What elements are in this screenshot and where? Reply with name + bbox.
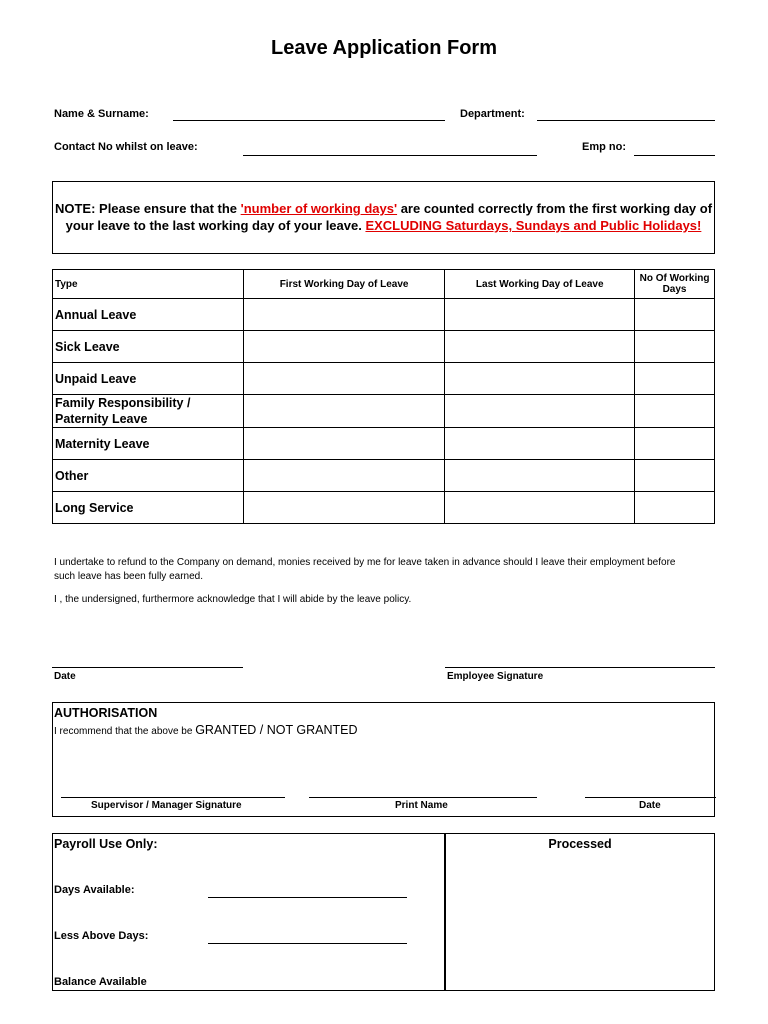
header-working-days: No Of Working Days xyxy=(635,270,715,299)
first-day-cell[interactable] xyxy=(243,299,445,331)
note-prefix: NOTE: Please ensure that the xyxy=(54,201,241,216)
note-highlight: 'number of working days' xyxy=(240,201,398,216)
first-day-cell[interactable] xyxy=(243,492,445,524)
print-name-line[interactable] xyxy=(309,797,537,798)
policy-text: I , the undersigned, furthermore acknowledge that I will abide by the leave policy. xyxy=(54,594,412,605)
leave-type: Sick Leave xyxy=(53,331,244,363)
date-line[interactable] xyxy=(52,667,243,668)
name-label: Name & Surname: xyxy=(54,108,149,120)
table-row xyxy=(53,460,715,492)
contact-field[interactable] xyxy=(243,155,537,156)
table-header-row xyxy=(53,270,715,299)
undertaking-text: I undertake to refund to the Company on demand, monies received by me for leave taken in advance should I leave their employment before such leave has been fully earned. xyxy=(54,557,676,582)
auth-date-label: Date xyxy=(639,800,661,811)
last-day-cell[interactable] xyxy=(445,428,635,460)
days-available-label: Days Available: xyxy=(54,884,135,896)
header-type: Type xyxy=(53,270,244,299)
leave-type: Unpaid Leave xyxy=(53,363,244,395)
emp-no-field[interactable] xyxy=(634,155,715,156)
balance-available-label: Balance Available xyxy=(54,976,147,988)
payroll-divider xyxy=(444,834,446,990)
emp-no-label: Emp no: xyxy=(582,141,626,153)
first-day-cell[interactable] xyxy=(243,363,445,395)
last-day-cell[interactable] xyxy=(445,460,635,492)
leave-table xyxy=(52,269,715,524)
first-day-cell[interactable] xyxy=(243,395,445,428)
working-days-cell[interactable] xyxy=(635,299,715,331)
leave-type: Family Responsibility / Paternity Leave xyxy=(53,395,244,428)
last-day-cell[interactable] xyxy=(445,299,635,331)
name-field[interactable] xyxy=(173,120,445,121)
working-days-cell[interactable] xyxy=(635,428,715,460)
days-available-line[interactable] xyxy=(208,897,407,898)
first-day-cell[interactable] xyxy=(243,428,445,460)
note-warning: EXCLUDING Saturdays, Sundays and Public Holidays! xyxy=(365,218,702,233)
table-row xyxy=(53,331,715,363)
last-day-cell[interactable] xyxy=(445,395,635,428)
working-days-cell[interactable] xyxy=(635,363,715,395)
note-middle: are counted correctly from the first working day of your leave to the last working day of your leave. xyxy=(65,201,713,233)
working-days-cell[interactable] xyxy=(635,460,715,492)
recommend-text: I recommend that the above be xyxy=(54,726,196,737)
note-text xyxy=(53,200,714,234)
auth-date-line[interactable] xyxy=(585,797,716,798)
first-day-cell[interactable] xyxy=(243,460,445,492)
last-day-cell[interactable] xyxy=(445,363,635,395)
authorisation-text xyxy=(54,723,357,737)
working-days-cell[interactable] xyxy=(635,331,715,363)
table-row xyxy=(53,363,715,395)
table-row xyxy=(53,395,715,428)
employee-signature-line[interactable] xyxy=(445,667,715,668)
table-row xyxy=(53,299,715,331)
processed-label: Processed xyxy=(548,837,612,851)
granted-choice[interactable]: GRANTED / NOT GRANTED xyxy=(195,723,358,737)
less-above-days-label: Less Above Days: xyxy=(54,930,149,942)
date-label: Date xyxy=(54,671,76,682)
table-row xyxy=(53,492,715,524)
supervisor-signature-label: Supervisor / Manager Signature xyxy=(91,800,242,811)
payroll-box xyxy=(52,833,715,991)
authorisation-box xyxy=(52,702,715,817)
table-row xyxy=(53,428,715,460)
payroll-heading: Payroll Use Only: xyxy=(54,837,158,851)
employee-signature-label: Employee Signature xyxy=(447,671,544,682)
department-label: Department: xyxy=(460,108,525,120)
last-day-cell[interactable] xyxy=(445,492,635,524)
contact-label: Contact No whilst on leave: xyxy=(54,141,198,153)
working-days-cell[interactable] xyxy=(635,395,715,428)
less-above-days-line[interactable] xyxy=(208,943,407,944)
print-name-label: Print Name xyxy=(395,800,448,811)
note-box xyxy=(52,181,715,254)
leave-type: Annual Leave xyxy=(53,299,244,331)
leave-type: Other xyxy=(53,460,244,492)
last-day-cell[interactable] xyxy=(445,331,635,363)
leave-type: Long Service xyxy=(53,492,244,524)
authorisation-heading: AUTHORISATION xyxy=(54,706,158,720)
header-last-day: Last Working Day of Leave xyxy=(445,270,635,299)
supervisor-signature-line[interactable] xyxy=(61,797,285,798)
department-field[interactable] xyxy=(537,120,715,121)
leave-type: Maternity Leave xyxy=(53,428,244,460)
working-days-cell[interactable] xyxy=(635,492,715,524)
page-title: Leave Application Form xyxy=(271,37,497,59)
first-day-cell[interactable] xyxy=(243,331,445,363)
header-first-day: First Working Day of Leave xyxy=(243,270,445,299)
